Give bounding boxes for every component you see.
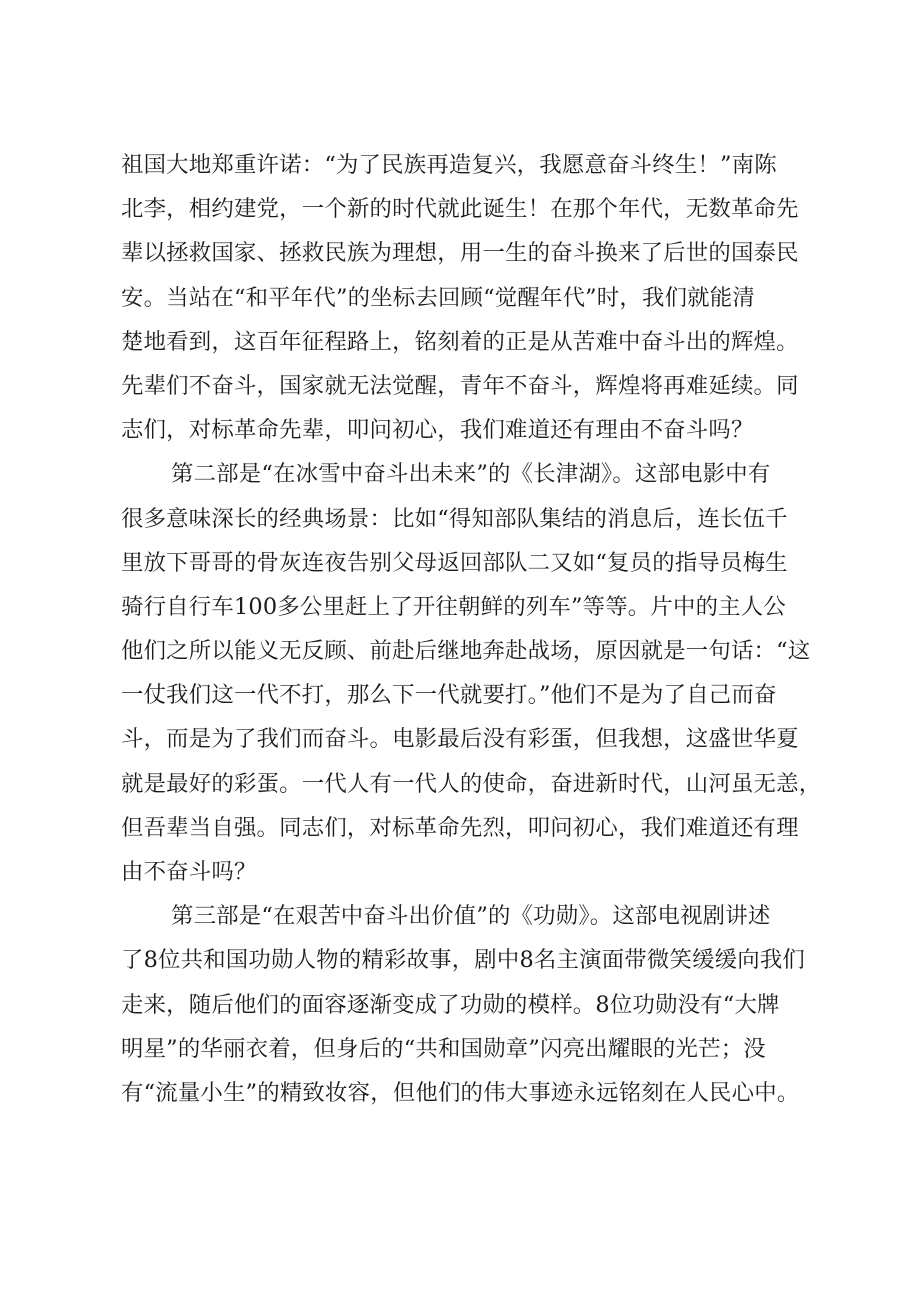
- text-line: 祖国大地郑重许诺：“为了民族再造复兴，我愿意奋斗终生！”南陈: [121, 152, 777, 178]
- text-line: 他们之所以能义无反顾、前赴后继地奔赴战场，原因就是一句话：“这: [121, 638, 811, 665]
- text-line: 先辈们不奋斗，国家就无法觉醒，青年不奋斗，辉煌将再难延续。同: [121, 372, 799, 399]
- text-line: 很多意味深长的经典场景：比如“得知部队集结的消息后，连长伍千: [121, 505, 788, 532]
- text-line: 斗，而是为了我们而奋斗。电影最后没有彩蛋，但我想，这盛世华夏: [121, 726, 799, 753]
- text-line: 第三部是“在艰苦中奋斗出价值”的《功勋》。这部电视剧讲述: [171, 903, 771, 930]
- text-line: 志们，对标革命先辈，叩问初心，我们难道还有理由不奋斗吗？: [121, 417, 754, 444]
- text-line: 里放下哥哥的骨灰连夜告别父母返回部队二又如“复员的指导员梅生: [121, 549, 788, 576]
- text-line: 就是最好的彩蛋。一代人有一代人的使命，奋进新时代，山河虽无恙，: [121, 770, 822, 797]
- text-line: 北李，相约建党，一个新的时代就此诞生！在那个年代，无数革命先: [121, 196, 799, 223]
- text-line: 了8位共和国功勋人物的精彩故事，剧中8名主演面带微笑缓缓向我们: [121, 947, 806, 974]
- text-line: 安。当站在“和平年代”的坐标去回顾“觉醒年代”时，我们就能清: [121, 284, 755, 311]
- text-line: 明星”的华丽衣着，但身后的“共和国勋章”闪亮出耀眼的光芒；没: [121, 1035, 766, 1062]
- text-line: 第二部是“在冰雪中奋斗出未来”的《长津湖》。这部电影中有: [171, 461, 771, 488]
- body-text: [121, 143, 821, 1115]
- text-line: 骑行自行车100多公里赶上了开往朝鲜的列车”等等。片中的主人公: [121, 593, 786, 620]
- text-line: 一仗我们这一代不打，那么下一代就要打。”他们不是为了自己而奋: [121, 682, 777, 709]
- text-line: 有“流量小生”的精致妆容，但他们的伟大事迹永远铭刻在人民心中。: [121, 1079, 800, 1106]
- text-line: 楚地看到，这百年征程路上，铭刻着的正是从苦难中奋斗出的辉煌。: [121, 328, 799, 355]
- text-line: 走来，随后他们的面容逐渐变成了功勋的模样。8位功勋没有“大牌: [121, 991, 780, 1018]
- text-line: 由不奋斗吗？: [121, 859, 257, 885]
- text-line: 辈以拯救国家、拯救民族为理想，用一生的奋斗换来了后世的国泰民: [121, 240, 799, 267]
- text-line: 但吾辈当自强。同志们，对标革命先烈，叩问初心，我们难道还有理: [121, 814, 799, 841]
